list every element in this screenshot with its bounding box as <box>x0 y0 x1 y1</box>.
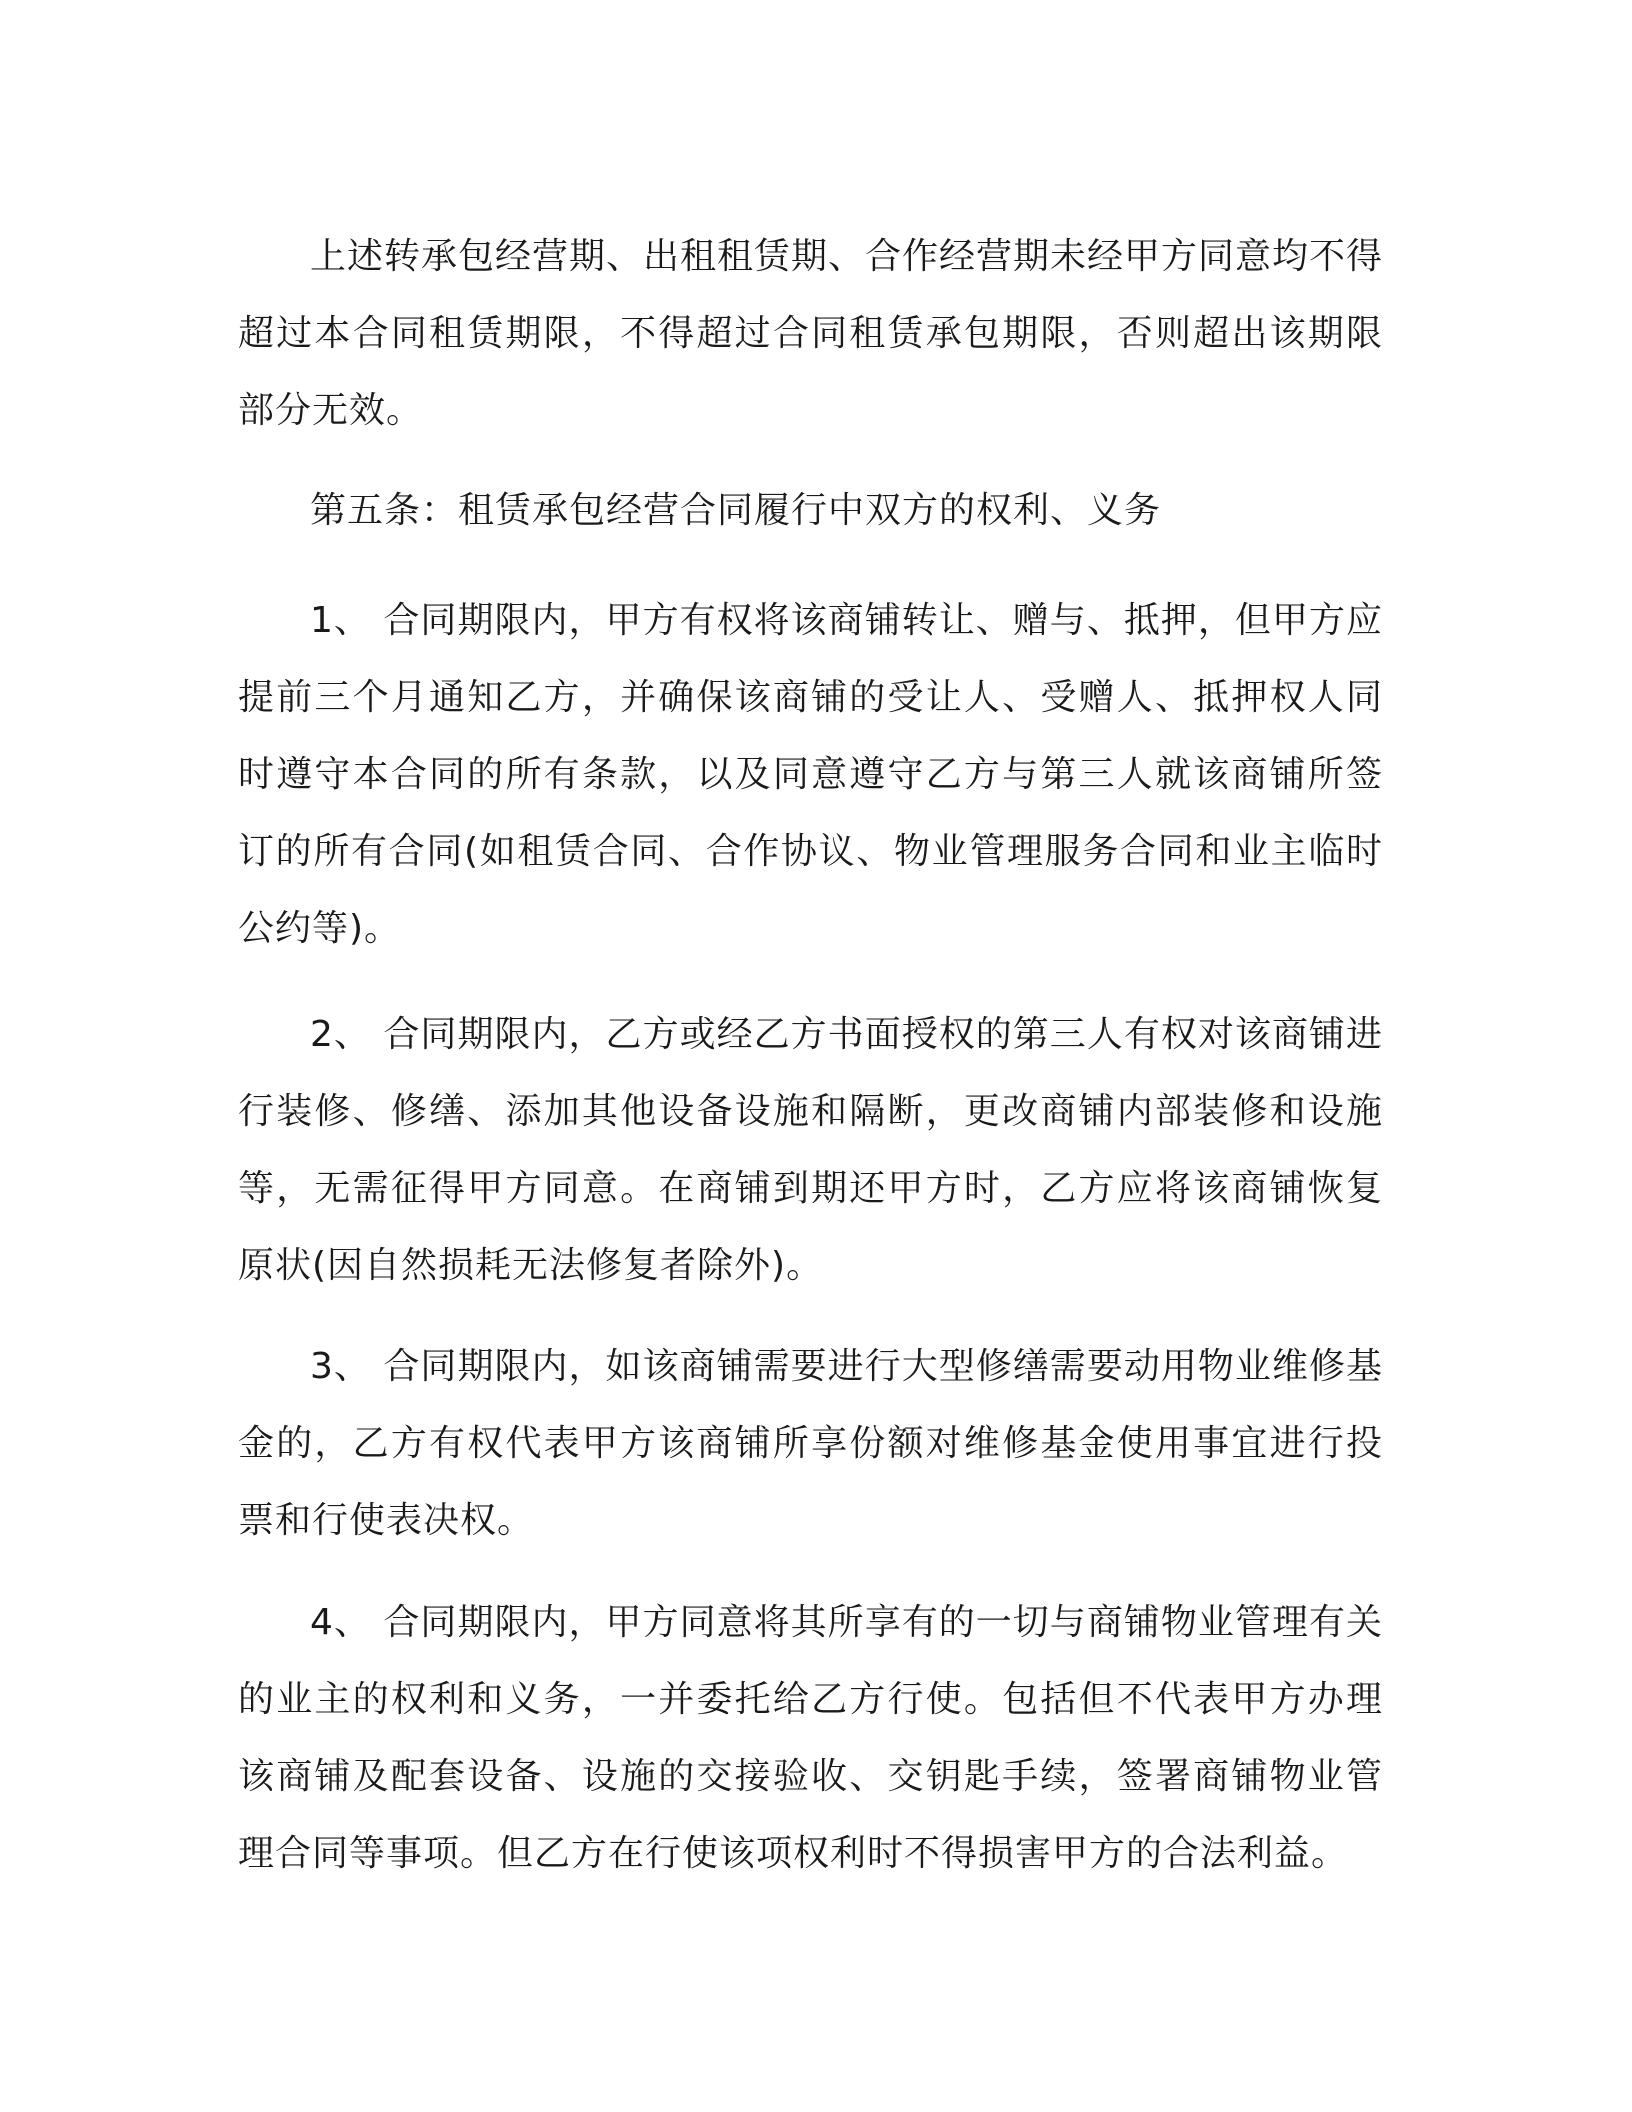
clause-2: 2、 合同期限内，乙方或经乙方书面授权的第三人有权对该商铺进行装修、修缮、添加其他设备设施和隔断，更改商铺内部装修和设施等，无需征得甲方同意。在商铺到期还甲方时，乙方应将该商铺恢复原状(因自然损耗无法修复者除外)。 <box>238 1014 1383 1286</box>
clause-3: 3、 合同期限内，如该商铺需要进行大型修缮需要动用物业维修基金的，乙方有权代表甲方该商铺所享份额对维修基金使用事宜进行投票和行使表决权。 <box>238 1346 1383 1541</box>
clause-1: 1、 合同期限内，甲方有权将该商铺转让、赠与、抵押，但甲方应提前三个月通知乙方，并确保该商铺的受让人、受赠人、抵押权人同时遵守本合同的所有条款，以及同意遵守乙方与第三人就该商铺所签订的所有合同(如租赁合同、合作协议、物业管理服务合同和业主临时公约等)。 <box>238 600 1383 949</box>
paragraph-term-limit: 上述转承包经营期、出租租赁期、合作经营期未经甲方同意均不得超过本合同租赁期限，不得超过合同租赁承包期限，否则超出该期限部分无效。 <box>238 236 1384 431</box>
section-heading-article-5: 第五条：租赁承包经营合同履行中双方的权利、义务 <box>310 490 1162 531</box>
clause-4: 4、 合同期限内，甲方同意将其所享有的一切与商铺物业管理有关的业主的权利和义务，一并委托给乙方行使。包括但不代表甲方办理该商铺及配套设备、设施的交接验收、交钥匙手续，签署商铺物业管理合同等事项。但乙方在行使该项权利时不得损害甲方的合法利益。 <box>238 1602 1383 1874</box>
